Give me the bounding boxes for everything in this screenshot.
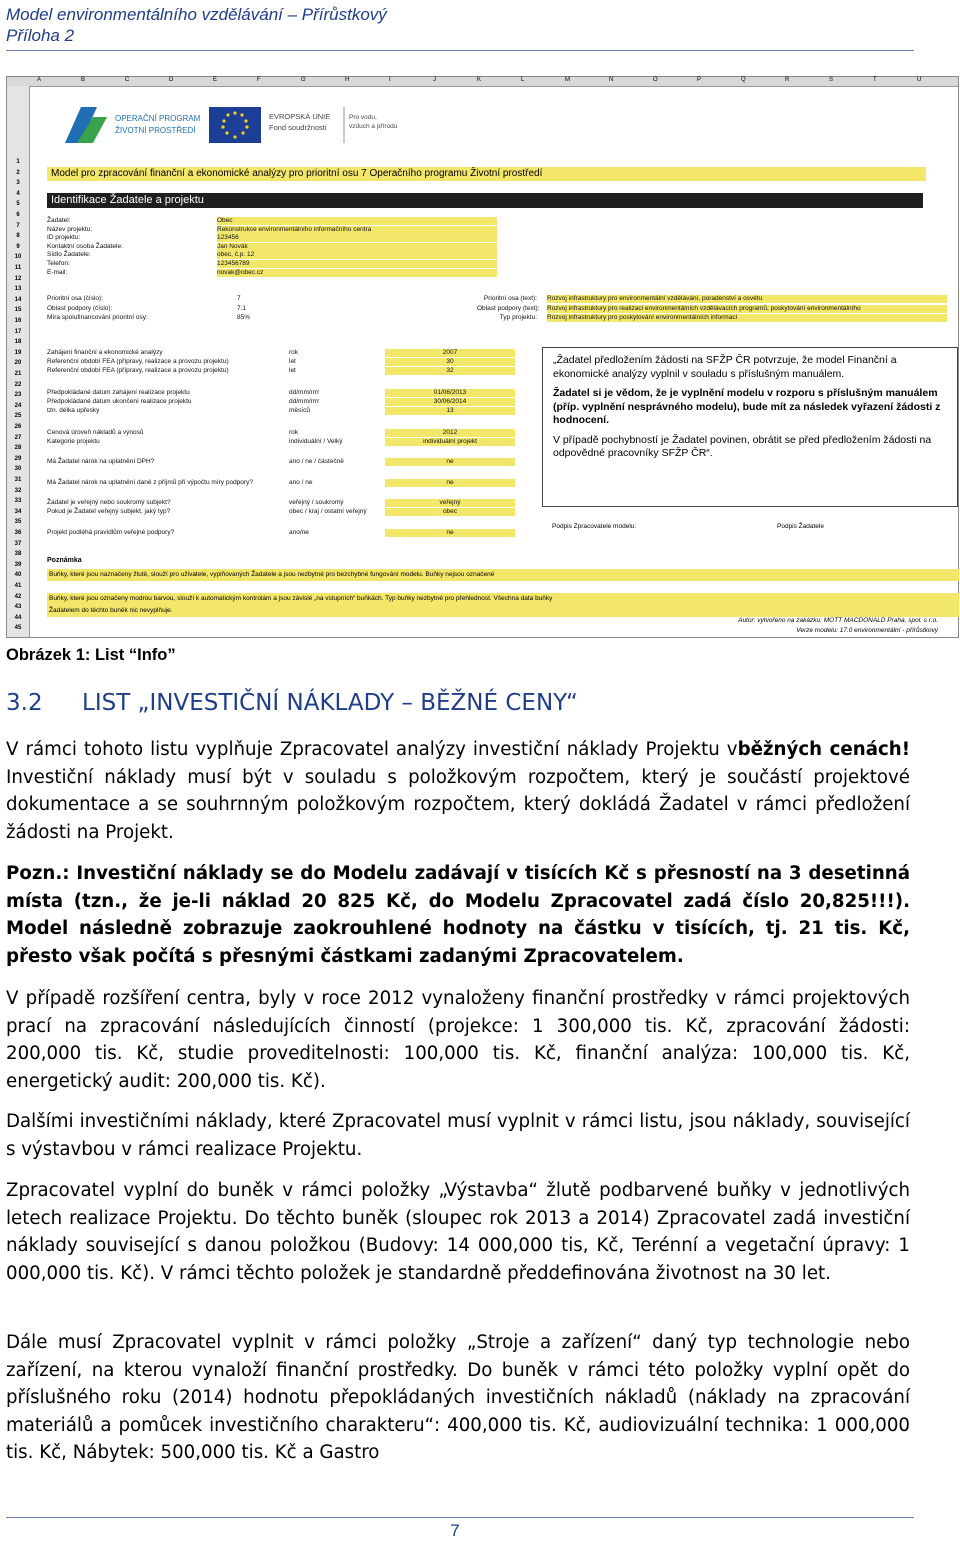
ident-label: Žadatel: [47, 217, 71, 224]
paragraph-3: V případě rozšíření centra, byly v roce 2012 vynaloženy finanční prostředky v rámci projektových prací na zpracování následujících činností (projekce: 1 300,000 tis. Kč, zpracování žádosti: 200,000 tis. Kč, studie proveditelnosti: 100,000 tis. Kč, finanční analýza: 100,000 tis. Kč, energetický audit: 200,000 tis. Kč). [6, 988, 910, 1092]
param-unit: dd/mm/rrrr [289, 398, 320, 405]
row-number: 39 [14, 561, 22, 568]
row-number: 26 [14, 424, 22, 430]
column-header: H [345, 77, 350, 83]
column-header: E [213, 77, 218, 83]
param-label: Referenční období FEA (přípravy, realizace a provozu projektu) [47, 367, 229, 374]
param-unit: dd/mm/rrrr [289, 389, 320, 396]
section-title: LIST „INVESTIČNÍ NÁKLADY – BĚŽNÉ CENY“ [82, 690, 578, 716]
param-unit: rok [289, 349, 299, 356]
header-divider [6, 50, 914, 51]
axis-label: Oblast podpory (číslo): [47, 304, 113, 312]
row-number: 13 [14, 286, 22, 293]
param-unit: ano/ne [289, 529, 309, 536]
param-unit: ano / ne / částečně [289, 458, 344, 465]
row-number: 12 [14, 275, 22, 282]
param-label: Zahájení finanční a ekonomické analýzy [47, 349, 163, 356]
param-value: 32 [385, 367, 515, 375]
row-number: 42 [14, 593, 22, 600]
param-unit: individuální / Velký [289, 438, 343, 445]
param-label: Předpokládané datum ukončení realizace projektu [47, 398, 192, 405]
footer-divider [6, 1517, 914, 1518]
paragraph-1-text-a: V rámci tohoto listu vyplňuje Zpracovatel analýzy investiční náklady Projektu v [6, 739, 738, 760]
program-name: OPERAČNÍ PROGRAM ŽIVOTNÍ PROSTŘEDÍ [115, 114, 201, 135]
row-number: 37 [14, 540, 22, 547]
row-number: 2 [16, 169, 20, 176]
row-number: 21 [14, 371, 22, 377]
ident-value: Obec [217, 217, 497, 225]
ident-label: Sídlo Žadatele: [47, 251, 91, 259]
column-header: S [829, 77, 834, 83]
signature-processor: Podpis Zpracovatele modelu: [552, 523, 637, 530]
ident-label: ID projektu: [47, 234, 81, 242]
column-header: Q [741, 77, 746, 83]
opzp-logo [59, 99, 398, 155]
param-value: 13 [385, 407, 515, 415]
column-header: C [125, 77, 130, 83]
param-unit: obec / kraj / ostatní veřejný [289, 508, 367, 515]
paragraph-1 [6, 736, 910, 846]
paragraph-5: Zpracovatel vyplní do buněk v rámci položky „Výstavba“ žlutě podbarvené buňky v jednotlivých letech realizace Projektu. Do těchto buněk (sloupec rok 2013 a 2014) Zpracovatel zadá investiční náklady související s danou položkou (Budovy: 14 000,000 tis, Kč, Terénní a vegetační úpravy: 1 000,000 tis. Kč). V rámci těchto položek je standardně předdefinována životnost na 30 let. [6, 1180, 910, 1284]
row-number: 34 [14, 508, 22, 515]
row-number: 5 [16, 201, 20, 208]
row-number: 6 [16, 212, 20, 218]
param-value: 30/06/2014 [385, 398, 515, 406]
declaration-box [542, 347, 958, 507]
row-number: 36 [14, 530, 22, 536]
column-headers [7, 77, 958, 87]
param-value: ne [385, 529, 515, 537]
model-version: Verze modelu: 17.0 environmentální - přírůstkový [796, 627, 938, 634]
signature-applicant: Podpis Žadatele [777, 523, 824, 530]
column-header: U [917, 77, 922, 83]
ident-label: Název projektu: [47, 225, 93, 233]
column-header: K [477, 77, 482, 83]
column-header: G [301, 77, 306, 83]
column-header: B [81, 77, 86, 83]
row-number: 27 [14, 434, 22, 441]
column-header: T [873, 77, 877, 83]
eu-name: EVROPSKÁ UNIE Fond soudržnosti [269, 112, 331, 132]
axis-text-value: Rozvoj infrastruktury pro environmentální vzdělávání, poradenství a osvětu [547, 295, 947, 303]
param-label: Předpokládané datum zahájení realizace projektu [47, 389, 190, 396]
row-number: 11 [14, 265, 22, 271]
param-unit: rok [289, 429, 299, 436]
axis-text-label: Oblast podpory (text): [477, 304, 540, 312]
row-number: 24 [14, 402, 22, 409]
paragraph-note: Pozn.: Investiční náklady se do Modelu zadávají v tisících Kč s přesností na 3 desetinná místa (tzn., že je-li náklad 20 825 Kč, do Modelu Zpracovatel zadá číslo 20,825!!!). Model následně zobrazuje zaokrouhlené hodnoty na částku v tisících, tj. 21 tis. Kč, přesto však počítá s přesnými částkami zadanými Zpracovatelem. [6, 863, 910, 967]
opzp-emblem-icon [65, 107, 107, 143]
axis-label: Míra spolufinancování prioritní osy: [47, 314, 148, 321]
ident-value: 123456789 [217, 260, 497, 268]
header-line-1: Model environmentálního vzdělávání – Přírůstkový [6, 5, 387, 24]
row-number: 7 [16, 222, 20, 229]
page-number: 7 [450, 1521, 460, 1540]
row-number: 1 [16, 159, 20, 165]
ident-value: Jan Novák [217, 243, 497, 251]
param-label: Má Žadatel nárok na uplatnění daně z příjmů při výpočtu míry podpory? [47, 479, 253, 486]
row-number: 32 [14, 487, 22, 494]
row-number: 25 [14, 413, 22, 420]
param-label: Cenová úroveň nákladů a výnosů [47, 429, 144, 436]
param-label: Kategorie projektu [47, 438, 100, 445]
note-row-1: Buňky, které jsou naznačeny žlutě, slouží pro uživatele, vyplňovaných Žadatele a jsou nezbytné pro bezchybné fungování modelu. Buňky nejsou označené [47, 569, 959, 581]
row-number: 33 [14, 498, 22, 505]
declaration-p2: Žadatel si je vědom, že je vyplnění modelu v rozporu s příslušným manuálem (příp. vyplnění nesprávného modelu), bude mít za následek vyřazení žádosti z hodnocení. [553, 387, 941, 426]
param-unit: let [289, 367, 296, 374]
axis-text-value: Rozvoj infrastruktury pro poskytování environmentálních informací [547, 314, 947, 322]
axis-value: 7 [237, 295, 241, 302]
row-number: 17 [14, 328, 22, 335]
row-number: 38 [14, 551, 22, 558]
row-number: 4 [16, 190, 20, 197]
row-headers [7, 86, 30, 637]
declaration-p3: V případě pochybností je Žadatel povinen, obrátit se před předložením žádosti na odpovědné pracovníky SFŽP ČR“. [553, 433, 932, 459]
param-label: Projekt podléhá pravidlům veřejné podpory? [47, 529, 175, 536]
paragraph-4: Dalšími investičními náklady, které Zpracovatel musí vyplnit v rámci listu, jsou náklady, související s výstavbou v rámci realizace Projektu. [6, 1111, 910, 1160]
note-row-3: Žadatelem do těchto buněk nic nevyplňuje. [47, 605, 959, 617]
param-label: Pokud je Žadatel veřejný subjekt, jaký typ? [47, 508, 171, 515]
ident-value: obec, č.p. 12 [217, 251, 497, 259]
document-header [6, 4, 387, 46]
row-number: 3 [16, 180, 20, 187]
row-number: 22 [14, 381, 22, 388]
row-number: 10 [14, 254, 22, 261]
eu-slogan: Pro vodu, vzduch a přírodu [349, 114, 398, 130]
row-number: 15 [14, 307, 22, 314]
column-header: L [521, 77, 525, 83]
param-value: ne [385, 458, 515, 466]
declaration-p1: „Žadatel předložením žádosti na SFŽP ČR potvrzuje, že model Finanční a ekonomické analýzy vyplnil v souladu s příslušným manuálem. [553, 354, 897, 380]
row-number: 41 [14, 583, 22, 589]
param-unit: ano / ne [289, 479, 313, 486]
param-value: veřejný [385, 499, 515, 507]
sheet-title: Model pro zpracování finanční a ekonomické analýzy pro prioritní osu 7 Operačního programu Životní prostředí [47, 167, 926, 181]
row-number: 19 [14, 349, 22, 356]
note-row-2: Buňky, které jsou označeny modrou barvou, slouží k automatickým kontrolám a jsou závislé „na vstupních“ buňkách. Typ buňky nezbytné pro přehlednost. Všechna data buňky [47, 593, 959, 605]
row-number: 20 [14, 360, 22, 367]
column-header: D [169, 77, 174, 83]
row-number: 16 [14, 318, 22, 324]
param-value: 01/06/2013 [385, 389, 515, 397]
param-value: individuální projekt [385, 438, 515, 446]
row-number: 18 [14, 339, 22, 346]
param-unit: měsíců [289, 407, 310, 414]
param-unit: veřejný / soukromý [289, 499, 344, 506]
header-line-2: Příloha 2 [6, 26, 75, 45]
axis-text-label: Typ projektu: [499, 314, 537, 321]
model-author: Autor: vytvořeno na zakázku: MOTT MACDONALD Praha, spol. s r.o. [738, 617, 938, 624]
row-number: 30 [14, 466, 22, 473]
param-value: 30 [385, 358, 515, 366]
ident-label: Kontaktní osoba Žadatele: [47, 242, 123, 250]
paragraph-1-emphasis: běžných cenách! [737, 739, 911, 760]
row-number: 31 [14, 477, 22, 483]
param-unit: let [289, 358, 296, 365]
column-header: F [257, 77, 261, 83]
param-value: ne [385, 479, 515, 487]
param-value: obec [385, 508, 515, 516]
ident-label: Telefon: [47, 260, 70, 267]
column-header: J [433, 77, 436, 83]
axis-label: Prioritní osa (číslo): [47, 295, 103, 302]
param-label: tzn. délka upřesky [47, 407, 100, 414]
column-header: I [389, 77, 391, 83]
column-header: P [697, 77, 702, 83]
column-header: O [653, 77, 658, 83]
paragraph-1-text-b: Investiční náklady musí být v souladu s položkovým rozpočtem, který je součástí projektové dokumentace a se souhrnným položkovým rozpočtem, který dokládá Žadatel v rámci předložení žádosti na Projekt. [6, 766, 910, 843]
axis-text-label: Prioritní osa (text): [483, 295, 537, 302]
section-identification: Identifikace Žadatele a projektu [47, 193, 923, 208]
row-number: 35 [14, 519, 22, 526]
axis-text-value: Rozvoj infrastruktury pro realizaci environmentálních vzdělávacích programů, poskytování environmentálního [547, 305, 947, 313]
axis-value: 85% [237, 314, 251, 321]
column-header: M [565, 77, 570, 83]
axis-value: 7.1 [237, 304, 247, 312]
param-label: Má Žadatel nárok na uplatnění DPH? [47, 458, 155, 465]
row-number: 28 [14, 445, 22, 452]
ident-label: E-mail: [47, 268, 68, 276]
param-label: Žadatel je veřejný nebo soukromý subjekt? [47, 499, 171, 506]
row-number: 14 [14, 296, 22, 303]
param-value: 2012 [385, 429, 515, 437]
ident-value: novak@obec.cz [217, 269, 497, 277]
row-number: 29 [14, 455, 22, 462]
section-heading [6, 690, 578, 716]
row-number: 40 [14, 572, 22, 579]
paragraph-6: Dále musí Zpracovatel vyplnit v rámci položky „Stroje a zařízení“ daný typ technologie nebo zařízení, na kterou vynaloží finanční prostředky. Do buněk v rámci této položky vyplní opět do příslušného roku (2014) hodnotu přepokládaných investičních nákladů (náklady na zpracování materiálů a pomůcek investičního charakteru“: 400,000 tis. Kč, audiovizuální technika: 1 000,000 tis. Kč, Nábytek: 500,000 tis. Kč a Gastro [6, 1332, 910, 1463]
row-number: 9 [16, 243, 20, 250]
column-header: R [785, 77, 790, 83]
column-header: N [609, 77, 614, 83]
row-number: 44 [14, 614, 22, 621]
param-value: 2007 [385, 349, 515, 357]
ident-value: 123456 [217, 234, 497, 242]
column-header: A [37, 77, 42, 83]
param-label: Referenční období FEA (přípravy, realizace a provozu projektu) [47, 358, 229, 365]
row-number: 45 [14, 625, 22, 632]
figure-caption: Obrázek 1: List “Info” [6, 646, 176, 664]
row-number: 8 [16, 233, 20, 240]
section-number: 3.2 [6, 690, 43, 716]
spreadsheet-screenshot [6, 76, 959, 638]
row-number: 23 [14, 392, 22, 399]
row-number: 43 [14, 604, 22, 611]
ident-value: Rekonstrukce environmentálního informačního centra [217, 226, 497, 234]
notes-title: Poznámka [47, 557, 82, 564]
